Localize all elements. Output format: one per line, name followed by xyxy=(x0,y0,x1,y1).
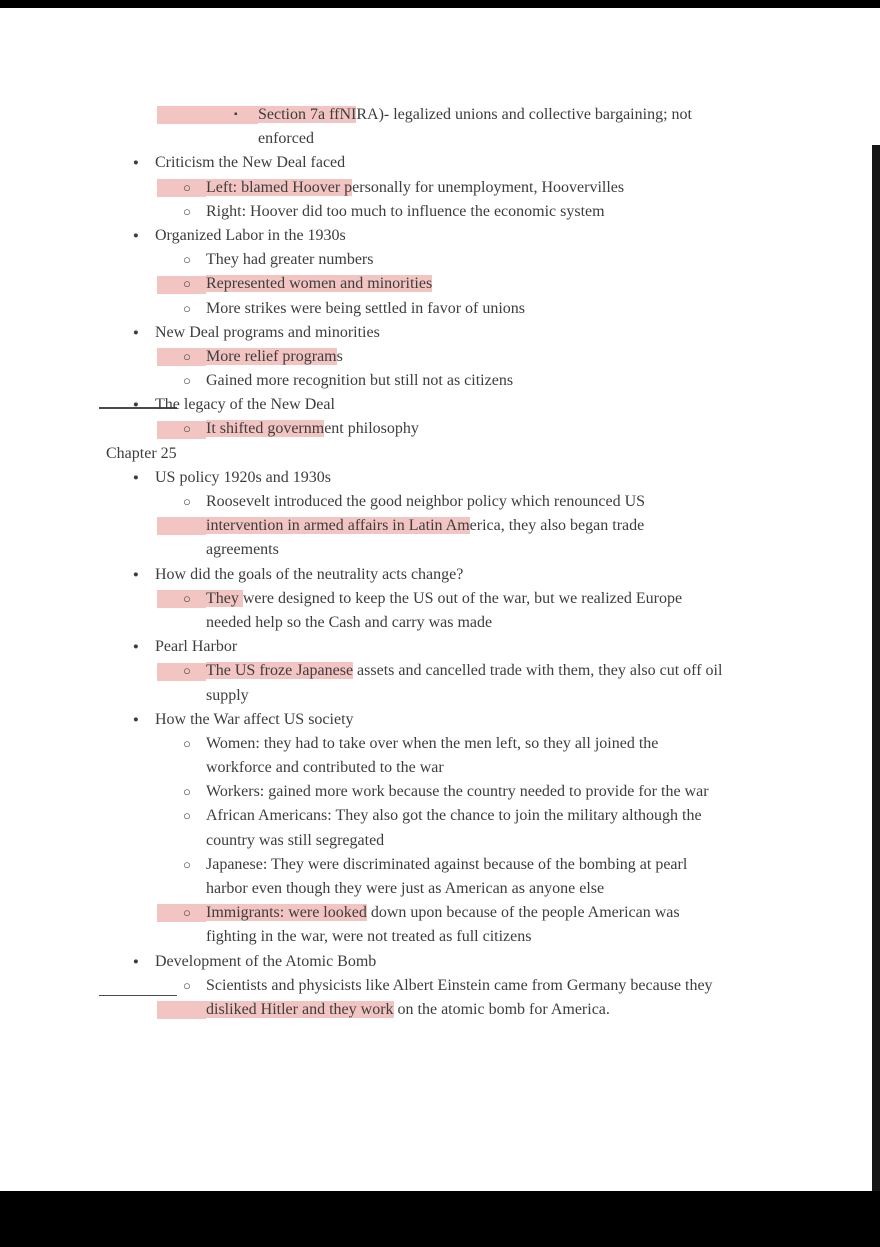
highlight-lead xyxy=(157,421,206,439)
text-run: Organized Labor in the 1930s xyxy=(155,226,346,244)
circle-bullet-icon: ○ xyxy=(183,276,191,292)
doc-line xyxy=(0,393,872,417)
doc-line xyxy=(0,756,872,780)
doc-line xyxy=(0,200,872,224)
text-run: enforced xyxy=(258,130,314,148)
highlight-lead xyxy=(157,904,206,922)
highlight-lead xyxy=(157,517,206,535)
circle-bullet-icon: ○ xyxy=(183,300,191,316)
highlighted-text: Left: blamed Hoover p xyxy=(206,178,353,196)
highlighted-text: Section 7a ffNI xyxy=(258,106,357,123)
doc-line xyxy=(0,442,872,466)
text-run: Women: they had to take over when the men left, so they all joined the xyxy=(206,734,659,752)
highlight-lead xyxy=(157,179,206,197)
highlighted-text: They xyxy=(206,589,243,607)
highlight-lead xyxy=(157,663,206,681)
text-run: US policy 1920s and 1930s xyxy=(155,468,331,486)
text-run: were designed to keep the US out of the war, but we realized Europe xyxy=(242,589,683,607)
right-edge-strip xyxy=(872,145,880,1191)
text-run: fighting in the war, were not treated as full citizens xyxy=(206,928,532,946)
text-run: How the War affect US society xyxy=(155,710,354,728)
circle-bullet-icon: ○ xyxy=(183,348,191,364)
text-run: They had greater numbers xyxy=(206,251,374,269)
doc-line xyxy=(0,925,872,949)
disc-bullet-icon: ● xyxy=(133,327,139,338)
doc-line xyxy=(0,974,872,998)
doc-line xyxy=(0,950,872,974)
highlighted-text: intervention in armed affairs in Latin Am xyxy=(206,517,470,535)
doc-line xyxy=(0,732,872,756)
text-run: Workers: gained more work because the country needed to provide for the war xyxy=(206,783,709,801)
text-run: down upon because of the people American was xyxy=(366,904,680,922)
doc-line xyxy=(0,829,872,853)
text-run: workforce and contributed to the war xyxy=(206,759,444,777)
highlight-lead xyxy=(157,348,206,366)
doc-line xyxy=(0,176,872,200)
disc-bullet-icon: ● xyxy=(133,472,139,483)
highlighted-text: Represented women and minorities xyxy=(206,275,433,293)
circle-bullet-icon: ○ xyxy=(183,494,191,509)
text-run: s xyxy=(336,347,343,365)
disc-bullet-icon: ● xyxy=(133,400,139,411)
doc-line xyxy=(0,321,872,345)
text-run: needed help so the Cash and carry was made xyxy=(206,613,493,631)
doc-line xyxy=(0,684,872,708)
disc-bullet-icon: ● xyxy=(133,158,139,169)
circle-bullet-icon: ○ xyxy=(183,373,191,389)
text-run: The legacy of the New Deal xyxy=(155,396,335,414)
text-run: ent philosophy xyxy=(324,420,419,438)
circle-bullet-icon: ○ xyxy=(183,808,191,824)
doc-line xyxy=(0,103,872,127)
text-run: New Deal programs and minorities xyxy=(155,323,380,341)
text-run: country was still segregated xyxy=(206,831,385,849)
highlighted-text: More relief program xyxy=(206,347,337,365)
text-run: erica, they also began trade xyxy=(469,517,645,535)
text-run: Criticism the New Deal faced xyxy=(155,154,346,172)
text-run: ersonally for unemployment, Hoovervilles xyxy=(352,178,625,196)
circle-bullet-icon: ○ xyxy=(183,905,191,921)
text-run: Right: Hoover did too much to influence the economic system xyxy=(206,202,605,220)
doc-line xyxy=(0,466,872,490)
text-run: Development of the Atomic Bomb xyxy=(155,952,377,970)
text-run: How did the goals of the neutrality acts change? xyxy=(155,565,464,583)
disc-bullet-icon: ● xyxy=(133,230,139,241)
circle-bullet-icon: ○ xyxy=(183,590,191,606)
bottom-bar xyxy=(0,1191,880,1247)
highlighted-text: It shifted governm xyxy=(206,420,325,438)
doc-line xyxy=(0,659,872,683)
highlighted-text: The US froze Japanese xyxy=(206,662,354,680)
highlight-lead xyxy=(157,590,206,608)
disc-bullet-icon: ● xyxy=(133,956,139,967)
doc-line xyxy=(0,708,872,732)
disc-bullet-icon: ● xyxy=(133,569,139,580)
circle-bullet-icon: ○ xyxy=(183,421,191,437)
highlighted-text: Immigrants: were looked xyxy=(206,904,367,922)
doc-line xyxy=(0,490,872,514)
doc-line xyxy=(0,417,872,441)
text-run: assets and cancelled trade with them, they also cut off oil xyxy=(353,662,723,680)
doc-line xyxy=(0,611,872,635)
text-run: Chapter 25 xyxy=(106,444,177,462)
doc-line xyxy=(0,780,872,804)
circle-bullet-icon: ○ xyxy=(183,179,191,195)
doc-line xyxy=(0,804,872,828)
circle-bullet-icon: ○ xyxy=(183,977,191,993)
doc-line xyxy=(0,297,872,321)
stray-underline xyxy=(99,995,177,997)
doc-line xyxy=(0,248,872,272)
text-run: Scientists and physicists like Albert Einstein came from Germany because they xyxy=(206,976,713,994)
doc-line xyxy=(0,998,872,1022)
doc-line xyxy=(0,563,872,587)
doc-line xyxy=(0,538,872,562)
circle-bullet-icon: ○ xyxy=(183,856,191,872)
text-run: Gained more recognition but still not as citizens xyxy=(206,372,514,390)
doc-line xyxy=(0,272,872,296)
text-run: agreements xyxy=(206,541,279,559)
text-run: Pearl Harbor xyxy=(155,638,238,656)
highlight-lead xyxy=(157,276,206,294)
circle-bullet-icon: ○ xyxy=(183,252,191,268)
text-run: Japanese: They were discriminated against because of the bombing at pearl xyxy=(206,855,688,873)
doc-line xyxy=(0,224,872,248)
doc-line xyxy=(0,587,872,611)
disc-bullet-icon: ● xyxy=(133,642,139,653)
square-bullet-icon: ▪ xyxy=(234,109,238,120)
doc-line xyxy=(0,635,872,659)
doc-line xyxy=(0,901,872,925)
circle-bullet-icon: ○ xyxy=(183,203,191,219)
highlight-lead xyxy=(157,106,258,124)
disc-bullet-icon: ● xyxy=(133,714,139,725)
doc-line xyxy=(0,877,872,901)
doc-line xyxy=(0,127,872,151)
circle-bullet-icon: ○ xyxy=(183,735,191,751)
text-run: harbor even though they were just as American as anyone else xyxy=(206,880,605,897)
text-run: supply xyxy=(206,686,249,704)
text-run: on the atomic bomb for America. xyxy=(393,1000,610,1018)
doc-line xyxy=(0,345,872,369)
doc-line xyxy=(0,514,872,538)
text-run: Roosevelt introduced the good neighbor policy which renounced US xyxy=(206,493,646,510)
circle-bullet-icon: ○ xyxy=(183,784,191,800)
doc-line xyxy=(0,151,872,175)
top-bar xyxy=(0,0,880,8)
text-run: African Americans: They also got the chance to join the military although the xyxy=(206,807,702,825)
circle-bullet-icon: ○ xyxy=(183,663,191,679)
doc-line xyxy=(0,853,872,877)
highlighted-text: disliked Hitler and they work xyxy=(206,1000,394,1018)
doc-line xyxy=(0,369,872,393)
text-run: More strikes were being settled in favor of unions xyxy=(206,299,526,317)
document-canvas[interactable] xyxy=(0,103,872,1022)
highlight-lead xyxy=(157,1001,206,1019)
text-run: RA)- legalized unions and collective bargaining; not xyxy=(356,106,692,123)
